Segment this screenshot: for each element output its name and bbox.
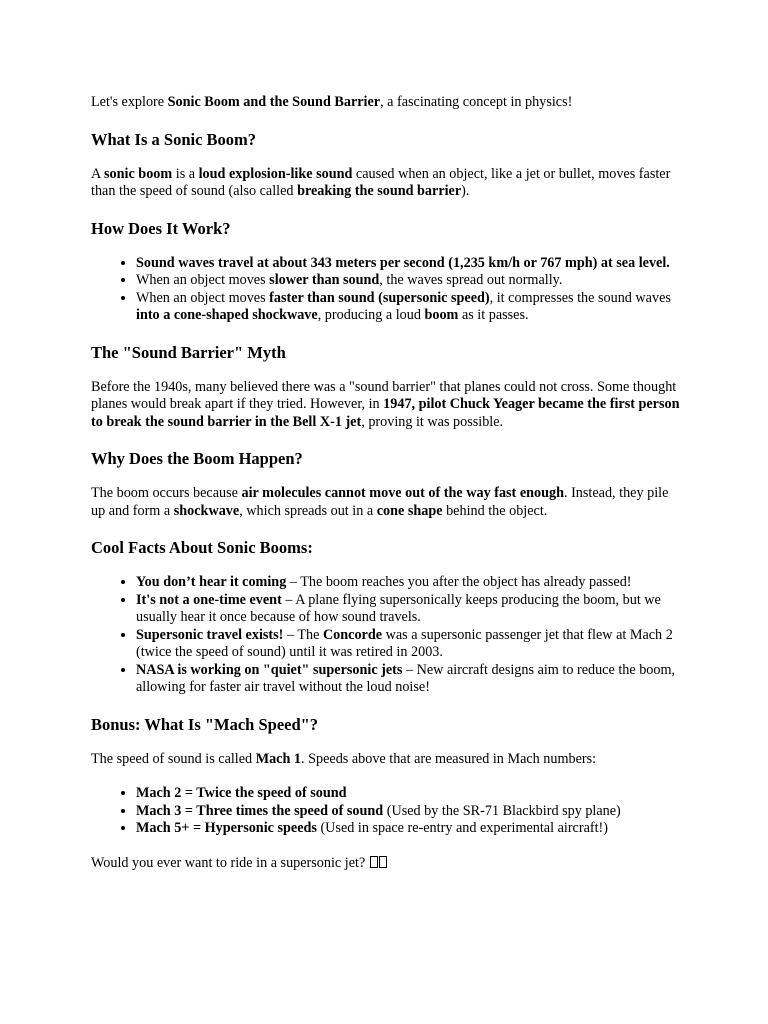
text: was a supersonic passenger jet that flew at Mach 2 (twice the speed of sound) until it was retired in 2003. xyxy=(136,626,673,660)
text: – The boom reaches you after the object has already passed! xyxy=(286,574,632,590)
text: behind the object. xyxy=(442,502,548,519)
text: ). xyxy=(461,183,470,199)
bold-text: shockwave xyxy=(173,502,240,519)
bold-text: Mach 1 xyxy=(255,750,302,767)
intro-topic: Sonic Boom and the Sound Barrier xyxy=(167,94,381,110)
bold-text: faster than sound (supersonic speed) xyxy=(269,289,490,306)
list-item xyxy=(136,820,681,838)
closing-paragraph xyxy=(91,855,681,873)
text: . Instead, they pile up and form a xyxy=(91,485,669,519)
section-heading-facts: Cool Facts About Sonic Booms: xyxy=(91,538,313,557)
bold-text: Concorde xyxy=(322,626,383,643)
how-list xyxy=(91,255,681,325)
section-heading-why: Why Does the Boom Happen? xyxy=(91,449,303,468)
text: When an object moves xyxy=(136,272,270,288)
text: Before the 1940s, many believed there was a "sound barrier" that planes could not cross. Some thought planes would break apart if they tried. However, in xyxy=(91,378,677,412)
bold-text: NASA is working on "quiet" supersonic jets xyxy=(136,661,403,678)
why-paragraph xyxy=(91,485,681,520)
list-item xyxy=(136,255,681,273)
text: – A plane flying supersonically keeps producing the boom, but we usually hear it once because of how sound travels. xyxy=(136,591,661,625)
facts-list xyxy=(91,574,681,697)
bold-text: cone shape xyxy=(376,502,443,519)
section-heading-what: What Is a Sonic Boom? xyxy=(91,129,257,149)
list-item xyxy=(136,662,681,697)
text: A xyxy=(91,165,105,182)
list-item xyxy=(136,627,681,662)
intro-text: , a fascinating concept in physics! xyxy=(380,94,573,110)
text: – The xyxy=(283,626,323,643)
myth-paragraph xyxy=(91,379,681,432)
bold-text: boom xyxy=(424,307,459,323)
bold-text: air molecules cannot move out of the way fast enough xyxy=(241,485,564,501)
text: , which spreads out in a xyxy=(239,502,377,519)
list-item xyxy=(136,272,681,290)
text: is a xyxy=(172,165,199,182)
bold-text: Mach 2 = Twice the speed of sound xyxy=(136,785,347,801)
text: , the waves spread out normally. xyxy=(379,272,563,288)
text: The boom occurs because xyxy=(91,485,242,501)
text: , producing a loud xyxy=(317,307,425,323)
text: – New aircraft designs aim to reduce the boom, allowing for faster air travel without the loud noise! xyxy=(136,661,676,695)
section-heading-bonus: Bonus: What Is "Mach Speed"? xyxy=(91,714,319,734)
missing-glyph-icon xyxy=(379,856,387,868)
text: , proving it was possible. xyxy=(361,413,504,430)
bold-text: Mach 5+ = Hypersonic speeds xyxy=(136,820,317,836)
text: (Used in space re-entry and experimental aircraft!) xyxy=(316,820,608,836)
list-item xyxy=(136,785,681,803)
bold-text: It's not a one-time event xyxy=(136,591,282,608)
section-heading-myth: The "Sound Barrier" Myth xyxy=(91,342,286,362)
missing-glyph-icon xyxy=(370,856,378,868)
list-item xyxy=(136,574,681,592)
list-item xyxy=(136,803,681,821)
bold-text: 1947, pilot Chuck Yeager became the first person to break the sound barrier in the Bell X-1 jet xyxy=(91,396,680,430)
bold-text: breaking the sound barrier xyxy=(297,183,462,199)
text: The speed of sound is called xyxy=(91,750,256,767)
bold-text: Sound waves travel at about 343 meters per second (1,235 km/h or 767 mph) at sea level. xyxy=(136,254,670,271)
list-item xyxy=(136,592,681,627)
text: , it compresses the sound waves xyxy=(489,289,671,306)
section-heading-how: How Does It Work? xyxy=(91,218,231,238)
closing-text: Would you ever want to ride in a supersonic jet? xyxy=(91,854,369,871)
bold-text: You don’t hear it coming xyxy=(136,574,287,590)
text: (Used by the SR-71 Blackbird spy plane) xyxy=(383,802,621,819)
bold-text: Mach 3 = Three times the speed of sound xyxy=(136,802,384,819)
text: as it passes. xyxy=(458,307,529,323)
bold-text: into a cone-shaped shockwave xyxy=(136,307,318,323)
text: . Speeds above that are measured in Mach numbers: xyxy=(301,750,597,767)
bonus-paragraph xyxy=(91,751,681,769)
mach-list xyxy=(91,785,681,838)
bold-text: loud explosion-like sound xyxy=(198,165,353,182)
document-body xyxy=(91,94,681,872)
bold-text: Supersonic travel exists! xyxy=(136,626,284,643)
text: When an object moves xyxy=(136,289,270,306)
text: caused when an object, like a jet or bullet, moves faster than the speed of sound (also called xyxy=(91,165,671,199)
intro-paragraph xyxy=(91,94,681,112)
list-item xyxy=(136,290,681,325)
bold-text: sonic boom xyxy=(104,165,173,182)
intro-text: Let's explore xyxy=(91,94,168,110)
bold-text: slower than sound xyxy=(269,272,380,288)
what-paragraph xyxy=(91,166,681,201)
